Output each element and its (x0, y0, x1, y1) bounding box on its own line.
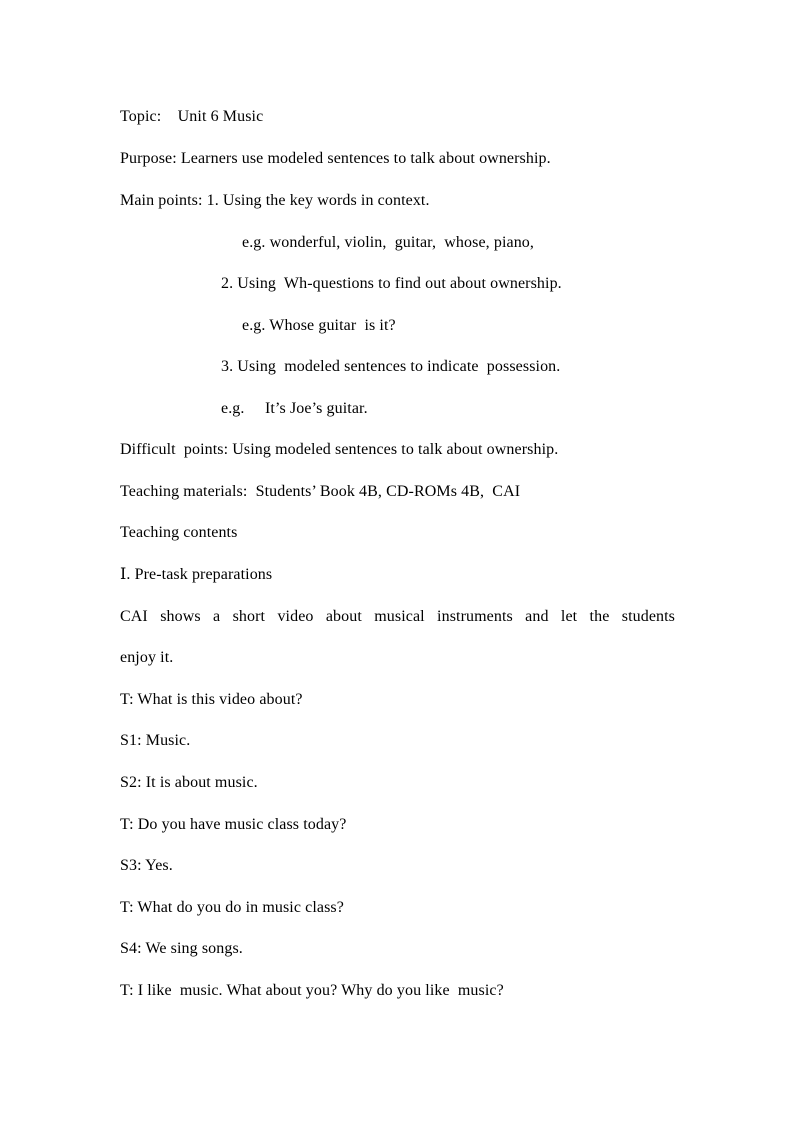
section-heading-pre-task: Ⅰ. Pre-task preparations (120, 566, 273, 583)
main-points-example-2: e.g. Whose guitar is it? (242, 317, 396, 334)
dialogue-line: T: Do you have music class today? (120, 816, 347, 833)
topic-line: Topic: Unit 6 Music (120, 108, 264, 125)
dialogue-line: S1: Music. (120, 732, 191, 749)
main-points-example-1: e.g. wonderful, violin, guitar, whose, piano, (242, 234, 535, 251)
purpose-line: Purpose: Learners use modeled sentences to talk about ownership. (120, 150, 551, 167)
teaching-contents-heading: Teaching contents (120, 524, 238, 541)
dialogue-line: S4: We sing songs. (120, 940, 243, 957)
main-points-example-3: e.g. It’s Joe’s guitar. (221, 400, 368, 417)
main-points-line: Main points: 1. Using the key words in context. (120, 192, 430, 209)
cai-description-line-1: CAI shows a short video about musical instruments and let the students (120, 608, 675, 625)
difficult-points-line: Difficult points: Using modeled sentences to talk about ownership. (120, 441, 559, 458)
cai-description-line-2: enjoy it. (120, 649, 174, 666)
main-points-item-3: 3. Using modeled sentences to indicate possession. (221, 358, 561, 375)
main-points-item-2: 2. Using Wh-questions to find out about ownership. (221, 275, 562, 292)
dialogue-line: T: What is this video about? (120, 691, 303, 708)
dialogue-line: T: What do you do in music class? (120, 899, 344, 916)
dialogue-line: T: I like music. What about you? Why do you like music? (120, 982, 504, 999)
dialogue-line: S2: It is about music. (120, 774, 258, 791)
teaching-materials-line: Teaching materials: Students’ Book 4B, CD-ROMs 4B, CAI (120, 483, 521, 500)
dialogue-line: S3: Yes. (120, 857, 173, 874)
